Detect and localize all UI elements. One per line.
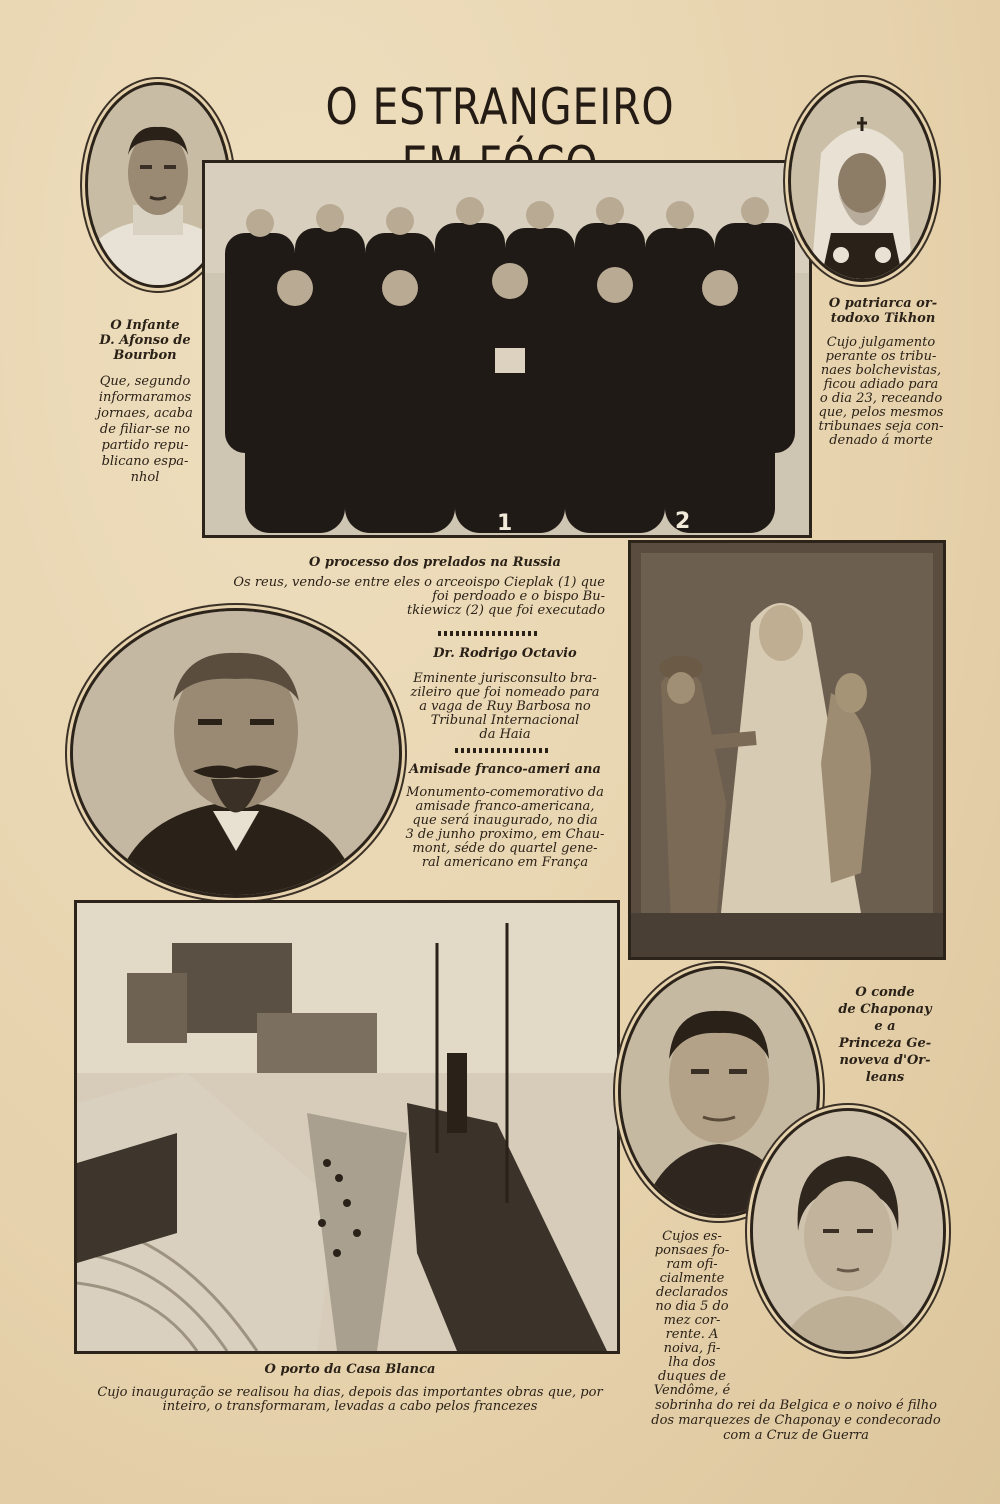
- text-line: Que, segundo: [99, 374, 191, 389]
- name-line: O Infante: [110, 318, 180, 333]
- text-line: tkiewicz (2) que foi executado: [407, 603, 605, 618]
- text-line: inteiro, o transformaram, levadas a cabo pelos francezes: [162, 1399, 538, 1414]
- text-line: Cujos es-: [662, 1229, 722, 1244]
- text-line: mez cor-: [663, 1313, 721, 1328]
- caption-prelados-name: O processo dos prelados na Russia: [309, 555, 561, 570]
- text-line: com a Cruz de Guerra: [723, 1428, 869, 1443]
- marker-1: 1: [497, 511, 513, 536]
- caption-chaponay-text-wide: [636, 1398, 956, 1443]
- name-line: O conde: [855, 985, 915, 1000]
- text-line: informaramos: [98, 390, 192, 405]
- photo-casa-blanca-port: [74, 900, 620, 1354]
- text-line: 3 de junho proximo, em Chau-: [405, 827, 605, 842]
- text-line: a vaga de Ruy Barbosa no: [419, 699, 591, 714]
- text-line: Os reus, vendo-se entre eles o arceoispo Cieplak (1) que: [233, 575, 605, 590]
- text-line: ficou adiado para: [823, 377, 939, 392]
- text-line: perante os tribu-: [825, 349, 937, 364]
- photo-prelates-group: [202, 160, 812, 538]
- text-line: nhol: [130, 470, 160, 485]
- text-line: denado á morte: [829, 433, 933, 448]
- name-line: Princeza Ge-: [838, 1036, 932, 1051]
- text-line: zileiro que foi nomeado para: [410, 685, 600, 700]
- text-line: Vendôme, é: [653, 1383, 731, 1398]
- text-line: amisade franco-americana,: [415, 799, 595, 814]
- portrait-rodrigo-octavio: [70, 608, 402, 898]
- text-line: da Haia: [479, 727, 531, 742]
- text-line: dos marquezes de Chaponay e condecorado: [651, 1413, 941, 1428]
- text-line: sobrinha do rei da Belgica e o noivo é filho: [655, 1398, 937, 1413]
- name-line: O patriarca or-: [828, 296, 938, 311]
- text-line: que, pelos mesmos: [818, 405, 944, 420]
- text-line: tribunaes seja con-: [818, 419, 944, 434]
- text-line: cialmente: [659, 1271, 725, 1286]
- caption-tikhon-name: [808, 296, 958, 326]
- text-line: partido repu-: [101, 438, 189, 453]
- caption-casablanca-text: [70, 1386, 630, 1414]
- text-line: Monumento-comemorativo da: [406, 785, 604, 800]
- text-line: rente. A: [665, 1327, 719, 1342]
- caption-chaponay-text: [636, 1230, 748, 1398]
- divider: [438, 631, 538, 636]
- text-line: duques de: [658, 1369, 726, 1384]
- caption-afonso-text: [80, 374, 210, 486]
- name-line: e a: [874, 1019, 896, 1034]
- name-line: todoxo Tikhon: [830, 311, 936, 326]
- caption-casablanca-name: O porto da Casa Blanca: [264, 1362, 436, 1377]
- text-line: declarados: [656, 1285, 728, 1300]
- caption-afonso-name: [75, 318, 215, 363]
- name-line: Bourbon: [113, 348, 177, 363]
- text-line: Eminente jurisconsulto bra-: [413, 671, 597, 686]
- text-line: Cujo inauguração se realisou ha dias, depois das importantes obras que, por: [97, 1385, 603, 1400]
- text-line: que será inaugurado, no dia: [412, 813, 598, 828]
- portrait-patriarch-tikhon: [788, 80, 936, 282]
- text-line: blicano espa-: [101, 454, 189, 469]
- text-line: Cujo julgamento: [826, 335, 936, 350]
- page-title: O ESTRANGEIRO: [325, 78, 675, 136]
- text-line: Tribunal Internacional: [430, 713, 580, 728]
- name-line: de Chaponay: [838, 1002, 932, 1017]
- text-line: ponsaes fo-: [654, 1243, 730, 1258]
- text-line: ral americano em França: [421, 855, 589, 870]
- caption-amisade-text: [400, 786, 610, 870]
- caption-octavio-text: [400, 672, 610, 742]
- caption-octavio-name: Dr. Rodrigo Octavio: [433, 646, 577, 661]
- name-line: noveva d'Or-: [839, 1053, 931, 1068]
- text-line: o dia 23, receando: [819, 391, 943, 406]
- marker-2: 2: [675, 509, 691, 534]
- text-line: mont, séde do quartel gene-: [412, 841, 598, 856]
- text-line: naes bolchevistas,: [820, 363, 942, 378]
- name-line: D. Afonso de: [99, 333, 191, 348]
- caption-chaponay-name: [820, 984, 950, 1086]
- caption-amisade-name: Amisade franco-ameri ana: [409, 762, 601, 777]
- text-line: lha dos: [668, 1355, 716, 1370]
- text-line: jornaes, acaba: [97, 406, 193, 421]
- portrait-princeza-genoveva: [750, 1108, 946, 1354]
- text-line: de filiar-se no: [99, 422, 191, 437]
- text-line: noiva, fi-: [663, 1341, 721, 1356]
- caption-tikhon-text: [806, 336, 956, 448]
- divider: [455, 748, 550, 753]
- text-line: ram ofi-: [666, 1257, 718, 1272]
- photo-franco-american-monument: [628, 540, 946, 960]
- text-line: no dia 5 do: [655, 1299, 729, 1314]
- name-line: leans: [865, 1070, 905, 1085]
- text-line: foi perdoado e o bispo Bu-: [432, 589, 605, 604]
